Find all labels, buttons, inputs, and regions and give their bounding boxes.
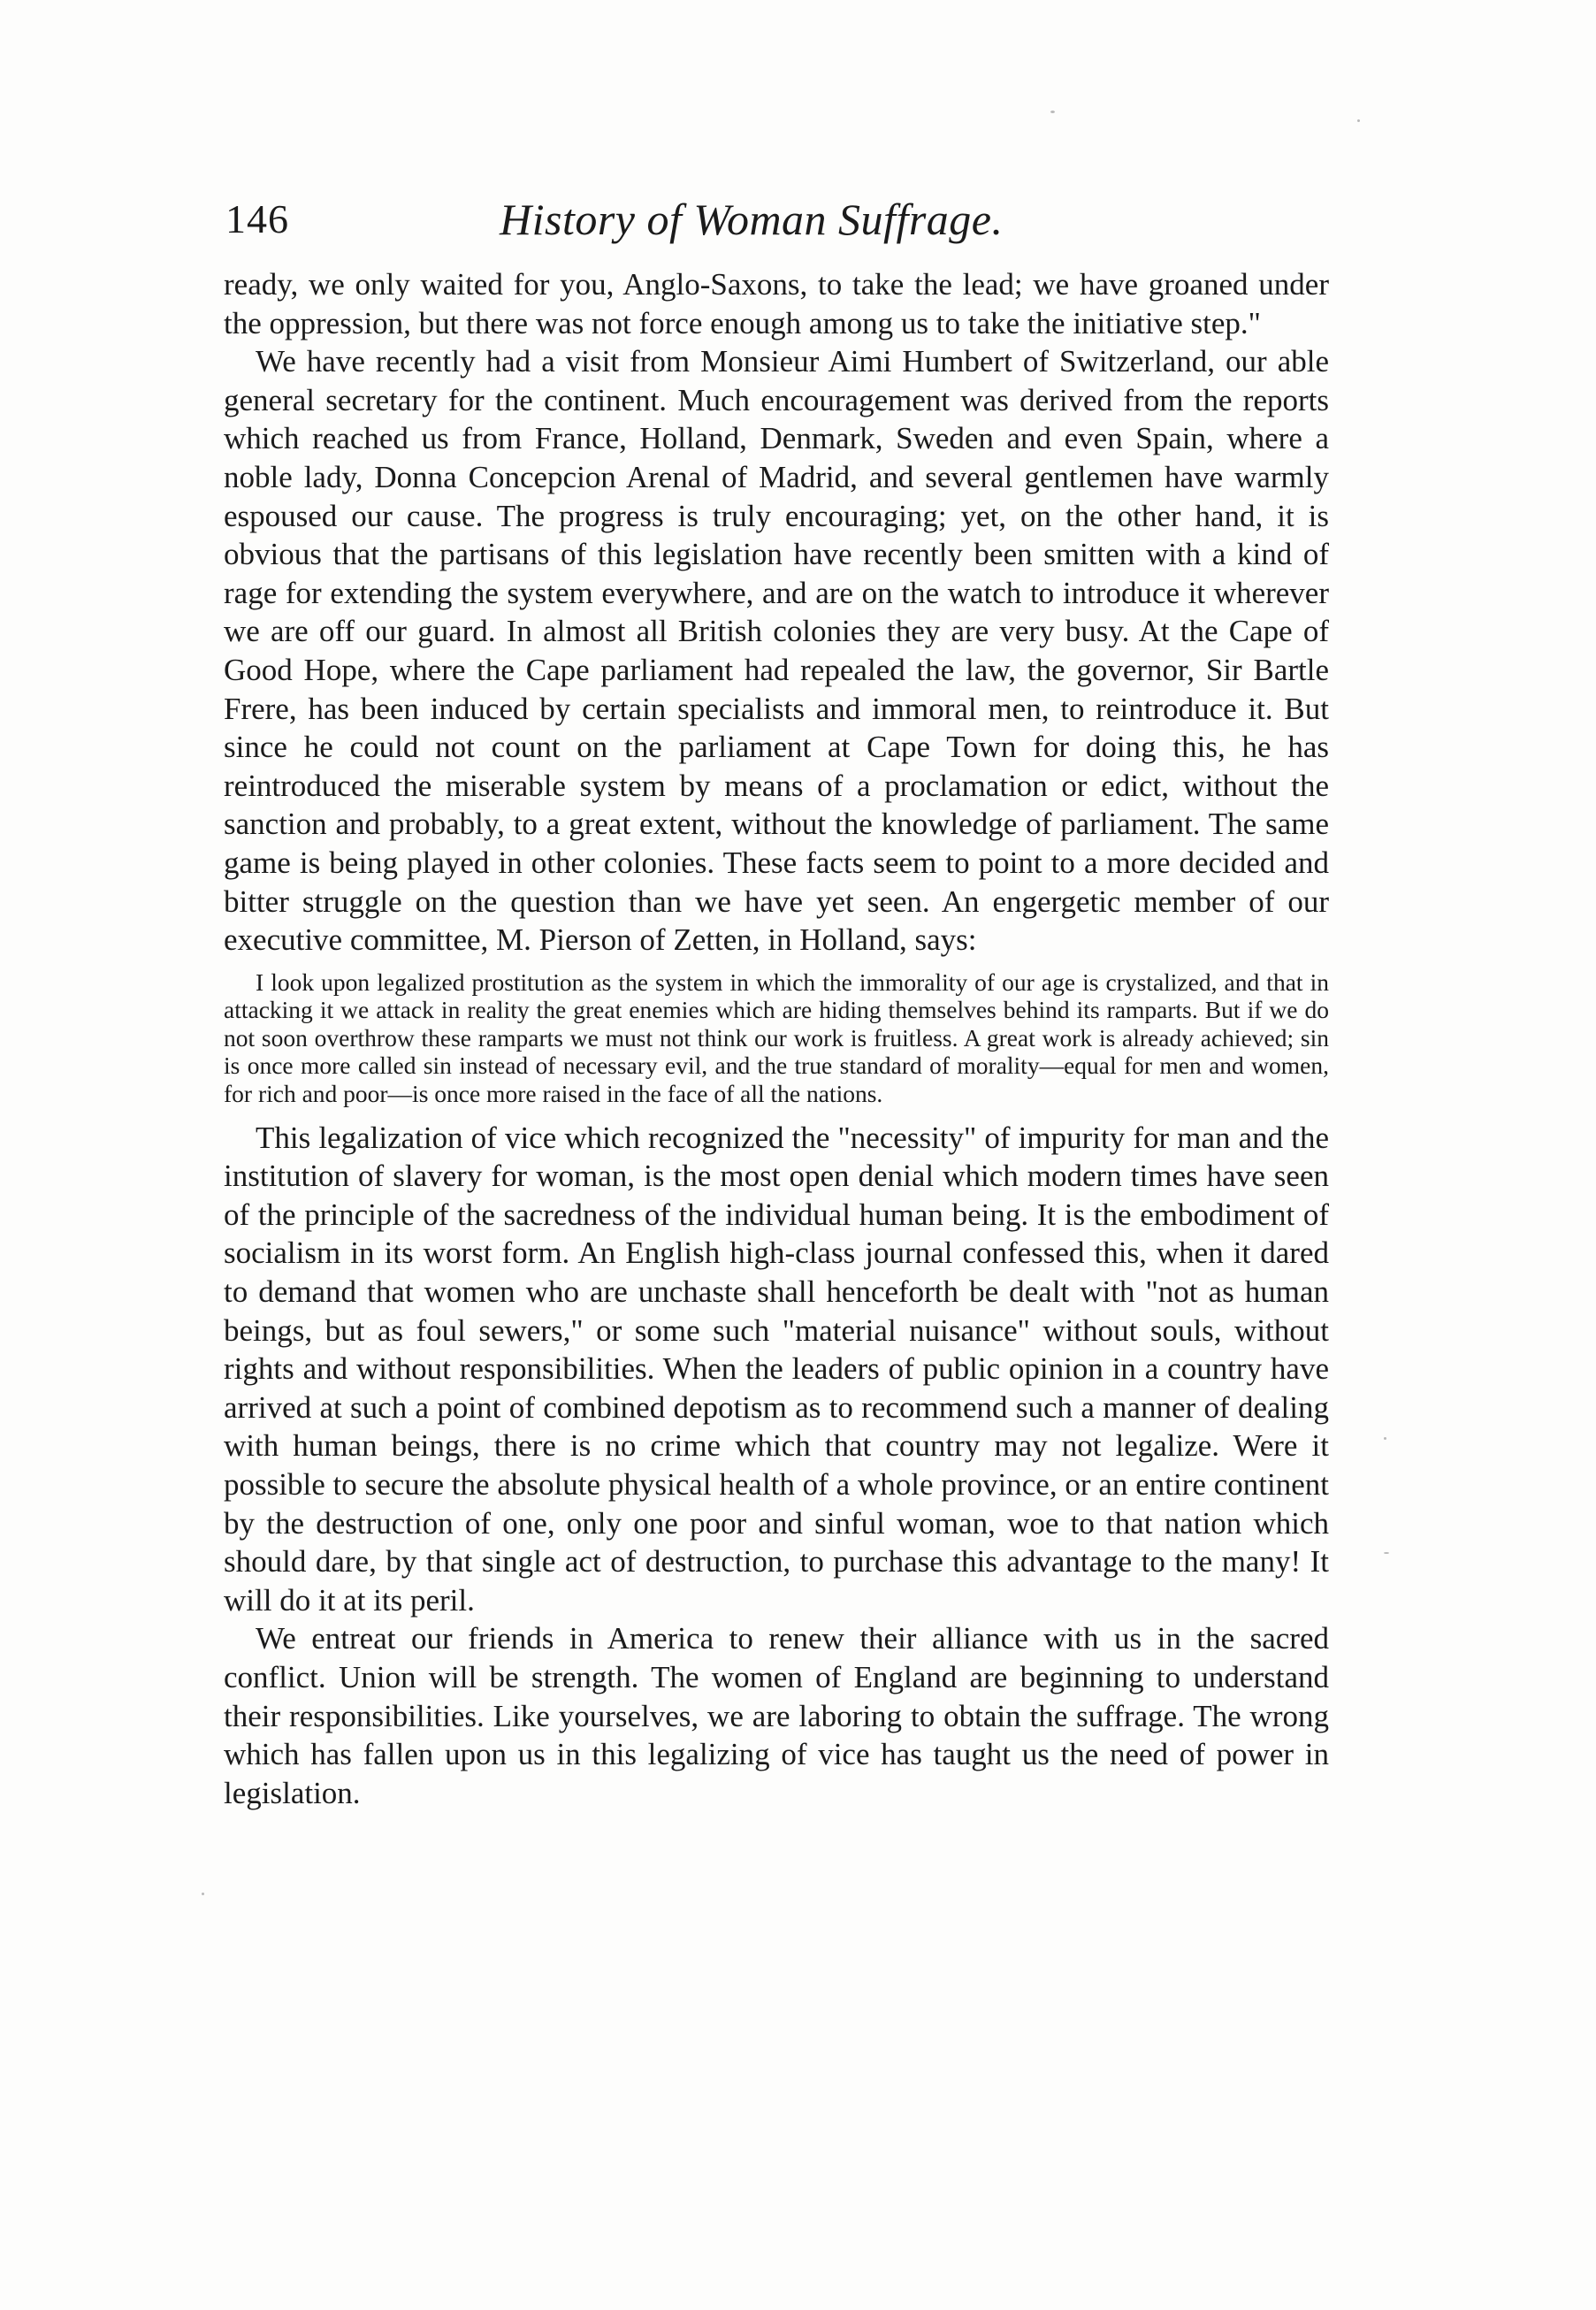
scan-speck	[1384, 1437, 1386, 1440]
paragraph-continued: ready, we only waited for you, Anglo-Saxons, to take the lead; we have groaned under the oppression, but there was not force enough among us to take the initiative step."	[224, 267, 1329, 340]
block-quote-pierson: I look upon legalized prostitution as the system in which the immorality of our age is crystalized, and that in attacking it we attack in reality the great enemies which are hiding themselves behind its ramparts. But if we do not soon overthrow these ramparts we must not think our work is fruitless. A great work is already achieved; sin is once more called sin instead of necessary evil, and the true standard of morality—equal for men and women, for rich and poor—is once more raised in the face of all the nations.	[224, 968, 1329, 1108]
paragraph-entreaty: We entreat our friends in America to renew their alliance with us in the sacred conflict. Union will be strength. The women of England are beginning to understand their responsibilities. Like yourselves, we are laboring to obtain the suffrage. The wrong which has fallen upon us in this legalizing of vice has taught us the need of power in legislation.	[224, 1621, 1329, 1810]
paragraph-legalization: This legalization of vice which recognized the "necessity" of impurity for man and the institution of slavery for woman, is the most open denial which modern times have seen of the principle of the sacredness of the individual human being. It is the embodiment of socialism in its worst form. An English high-class journal confessed this, when it dared to demand that women who are unchaste shall henceforth be dealt with "not as human beings, but as foul sewers," or some such "material nuisance" without souls, without rights and without responsibilities. When the leaders of public opinion in a country have arrived at such a point of combined depotism as to recommend such a manner of dealing with human beings, there is no crime which that country may not legalize. Were it possible to secure the absolute physical health of a whole province, or an entire continent by the destruction of one, only one poor and sinful woman, woe to that nation which should dare, by that single act of destruction, to purchase this advantage to the many! It will do it at its peril.	[224, 1120, 1329, 1618]
scan-speck	[202, 1893, 204, 1895]
page-number: 146	[225, 196, 289, 241]
body-text	[224, 265, 1329, 1812]
running-title: History of Woman Suffrage.	[500, 195, 1004, 244]
page-header	[225, 193, 1331, 246]
scan-speck	[1357, 119, 1360, 122]
paragraph-visit-report: We have recently had a visit from Monsieur Aimi Humbert of Switzerland, our able general secretary for the continent. Much encouragement was derived from the reports which reached us from France, Holland, Denmark, Sweden and even Spain, where a noble lady, Donna Concepcion Arenal of Madrid, and several gentlemen have warmly espoused our cause. The progress is truly encouraging; yet, on the other hand, it is obvious that the partisans of this legislation have recently been smitten with a kind of rage for extending the system everywhere, and are on the watch to introduce it wherever we are off our guard. In almost all British colonies they are very busy. At the Cape of Good Hope, where the Cape parliament had repealed the law, the governor, Sir Bartle Frere, has been induced by certain specialists and immoral men, to reintroduce it. But since he could not count on the parliament at Cape Town for doing this, he has reintroduced the miserable system by means of a proclamation or edict, without the sanction and probably, to a great extent, without the knowledge of parliament. The same game is being played in other colonies. These facts seem to point to a more decided and bitter struggle on the question than we have yet seen. An engergetic member of our executive committee, M. Pierson of Zetten, in Holland, says:	[224, 344, 1329, 958]
scan-speck	[1050, 111, 1055, 113]
scan-speck	[1384, 1552, 1389, 1554]
